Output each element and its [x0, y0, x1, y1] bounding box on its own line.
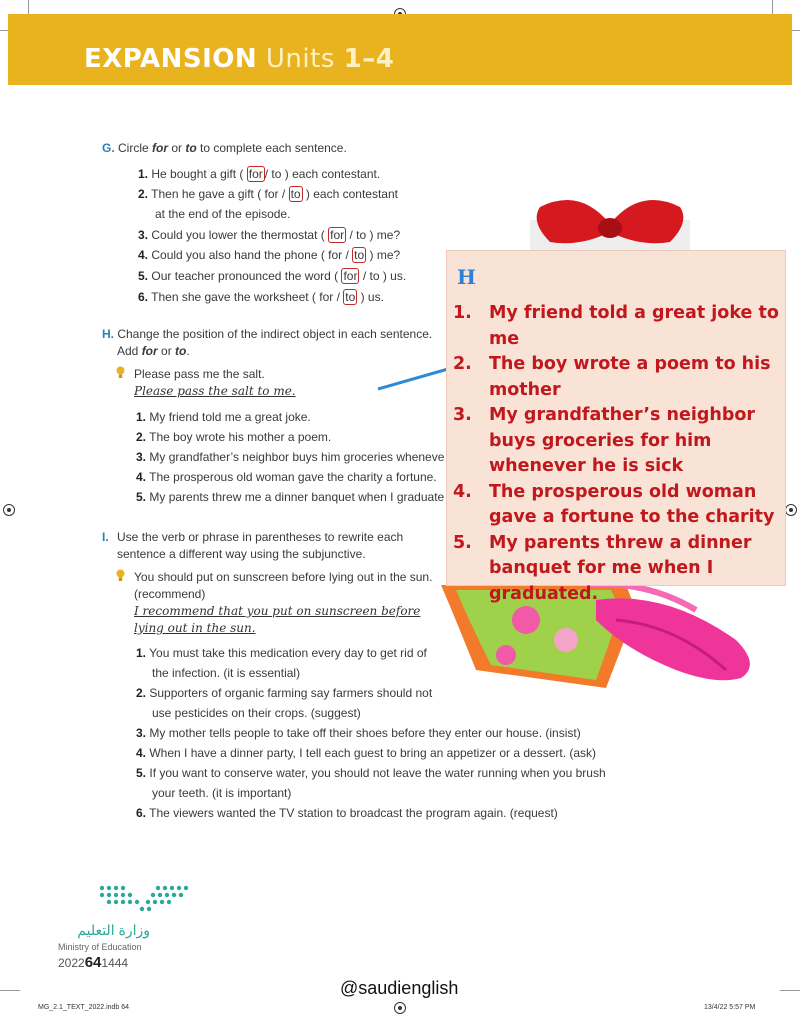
- instruction-text: Change the position of the indirect object in each sentence.: [117, 327, 433, 341]
- list-item: [136, 683, 432, 703]
- item-text: at the end of the episode.: [155, 207, 291, 221]
- list-item: [138, 184, 398, 204]
- list-item: [138, 245, 400, 265]
- item-text: If you want to conserve water, you should not leave the water running when you brush: [149, 766, 606, 780]
- item-number: 3.: [136, 726, 147, 740]
- item-text: My parents threw me a dinner banquet when I graduate: [149, 490, 445, 504]
- list-item: [138, 287, 384, 307]
- gift-bow-photo: [530, 192, 690, 252]
- example-answer: lying out in the sun.: [134, 621, 256, 635]
- item-number: 4.: [136, 470, 147, 484]
- item-text: ) each contestant: [302, 187, 398, 201]
- example-sentence: Please pass me the salt.: [134, 367, 265, 381]
- answer-number: 4.: [453, 481, 472, 502]
- ministry-english-name: Ministry of Education: [58, 942, 142, 952]
- list-item-continued: your teeth. (it is important): [152, 786, 292, 800]
- instruction-text: or: [168, 141, 186, 155]
- item-number: 3.: [136, 450, 147, 464]
- answer-list: [453, 301, 783, 607]
- list-item: [138, 164, 380, 184]
- example-answer: I recommend that you put on sunscreen before: [134, 604, 421, 618]
- item-text: He bought a gift (: [151, 167, 247, 181]
- lightbulb-icon: [116, 569, 124, 581]
- lightbulb-icon: [116, 366, 124, 378]
- item-text: / to ) us.: [359, 269, 407, 283]
- item-number: 2.: [136, 430, 147, 444]
- item-text: My grandfather’s neighbor buys him groceries wheneve: [149, 450, 445, 464]
- example-answer: Please pass the salt to me.: [134, 384, 296, 398]
- title-range: 1–4: [343, 44, 395, 74]
- answer-item: [453, 531, 783, 608]
- instruction-text: Circle: [118, 141, 153, 155]
- list-item: [155, 204, 290, 224]
- keyword-to: to: [175, 344, 187, 358]
- item-text: Supporters of organic farming say farmers should not: [149, 686, 433, 700]
- list-item: [138, 225, 400, 245]
- answer-item: [453, 301, 783, 352]
- keyword-for: for: [152, 141, 169, 155]
- answer-heading: H: [457, 265, 476, 289]
- circled-answer: to: [345, 290, 356, 304]
- list-item-continued: use pesticides on their crops. (suggest): [152, 706, 361, 720]
- keyword-for: for: [141, 344, 158, 358]
- item-text: The prosperous old woman gave the charity a fortune.: [149, 470, 437, 484]
- circled-answer: for: [248, 167, 263, 181]
- item-text: / to ) each contestant.: [264, 167, 381, 181]
- circled-answer: for: [343, 269, 358, 283]
- answer-text: My grandfather’s neighbor buys groceries for him whenever he is sick: [489, 405, 755, 476]
- section-letter: I.: [102, 530, 109, 544]
- page-title: [84, 44, 394, 74]
- item-text: The boy wrote his mother a poem.: [149, 430, 332, 444]
- item-text: ) me?: [366, 248, 401, 262]
- circled-answer: to: [290, 187, 301, 201]
- list-item: [136, 743, 596, 763]
- item-text: When I have a dinner party, I tell each guest to bring an appetizer or a dessert. (ask): [149, 746, 597, 760]
- year-label: 1444: [101, 956, 129, 970]
- answer-number: 5.: [453, 532, 472, 553]
- item-text: The viewers wanted the TV station to broadcast the program again. (request): [149, 806, 558, 820]
- instruction-text: Add: [117, 344, 142, 358]
- ministry-logo-icon: [98, 884, 192, 916]
- page-number: 64: [84, 954, 102, 971]
- list-item: [138, 266, 406, 286]
- instruction-text: to complete each sentence.: [196, 141, 347, 155]
- answer-number: 2.: [453, 354, 472, 374]
- trim-mark: [0, 990, 20, 991]
- trim-mark: [780, 990, 800, 991]
- item-number: 6.: [136, 806, 147, 820]
- list-item: [136, 467, 437, 487]
- item-text: / to ) me?: [346, 228, 401, 242]
- item-number: 5.: [136, 490, 147, 504]
- list-item: [136, 447, 444, 467]
- circled-answer: to: [354, 248, 365, 262]
- item-number: 6.: [138, 290, 149, 304]
- item-number: 2.: [136, 686, 147, 700]
- answer-text: My friend told a great joke to me: [489, 303, 779, 349]
- section-letter: H.: [102, 327, 114, 341]
- list-item: [136, 803, 558, 823]
- answer-text: My parents threw a dinner banquet for me when I graduated.: [489, 532, 752, 604]
- print-file-info: MG_2.1_TEXT_2022.indb 64: [38, 1004, 130, 1011]
- item-text: My friend told me a great joke.: [149, 410, 311, 424]
- title-word: EXPANSION: [84, 44, 258, 74]
- item-number: 2.: [138, 187, 149, 201]
- list-item: [136, 763, 606, 783]
- section-i-instruction-2: sentence a different way using the subjunctive.: [117, 547, 366, 561]
- circled-answer: for: [330, 228, 345, 242]
- instruction-text: .: [186, 344, 190, 358]
- registration-mark-icon: [394, 1002, 406, 1014]
- list-item-continued: the infection. (it is essential): [152, 666, 301, 680]
- registration-mark-icon: [785, 504, 797, 516]
- print-timestamp: 13/4/22 5:57 PM: [704, 1004, 756, 1011]
- item-number: 3.: [138, 228, 149, 242]
- item-number: 1.: [136, 646, 147, 660]
- item-text: ) us.: [357, 290, 384, 304]
- example-verb: (recommend): [134, 587, 206, 601]
- instruction-text: or: [157, 344, 176, 358]
- item-number: 5.: [136, 766, 147, 780]
- item-text: Could you lower the thermostat (: [151, 228, 329, 242]
- item-number: 1.: [136, 410, 147, 424]
- answer-item: [453, 403, 783, 480]
- list-item: [136, 487, 444, 507]
- answer-item: [453, 352, 783, 403]
- year-page: [58, 954, 128, 971]
- item-text: Then she gave the worksheet ( for /: [151, 290, 344, 304]
- answer-text: The boy wrote a poem to his mother: [489, 354, 771, 400]
- list-item: [136, 643, 427, 663]
- item-text: Our teacher pronounced the word (: [151, 269, 342, 283]
- registration-mark-icon: [3, 504, 15, 516]
- answer-number: 3.: [453, 405, 472, 425]
- section-h-instruction-2: [117, 341, 190, 361]
- keyword-to: to: [185, 141, 197, 155]
- answer-number: 1.: [453, 303, 472, 323]
- item-number: 5.: [138, 269, 149, 283]
- list-item: [136, 723, 581, 743]
- item-number: 4.: [138, 248, 149, 262]
- title-units: Units: [265, 44, 335, 74]
- item-number: 4.: [136, 746, 147, 760]
- watermark-handle: @saudienglish: [340, 978, 459, 998]
- list-item: [136, 427, 331, 447]
- item-number: 1.: [138, 167, 149, 181]
- year-label: 2022: [58, 956, 85, 970]
- answer-box: [446, 250, 786, 604]
- instruction-text: Use the verb or phrase in parentheses to rewrite each: [117, 530, 404, 544]
- example-sentence: You should put on sunscreen before lying out in the sun.: [134, 570, 433, 584]
- item-text: Then he gave a gift ( for /: [151, 187, 289, 201]
- item-text: Could you also hand the phone ( for /: [151, 248, 353, 262]
- item-text: You must take this medication every day to get rid of: [149, 646, 427, 660]
- list-item: [136, 407, 311, 427]
- section-g-instruction: [102, 138, 347, 158]
- answer-item: [453, 480, 783, 531]
- ministry-arabic-name: وزارة التعليم: [77, 922, 150, 938]
- section-letter: G.: [102, 141, 115, 155]
- item-text: My mother tells people to take off their shoes before they enter our house. (insist): [149, 726, 581, 740]
- answer-text: The prosperous old woman gave a fortune to the charity: [489, 481, 775, 527]
